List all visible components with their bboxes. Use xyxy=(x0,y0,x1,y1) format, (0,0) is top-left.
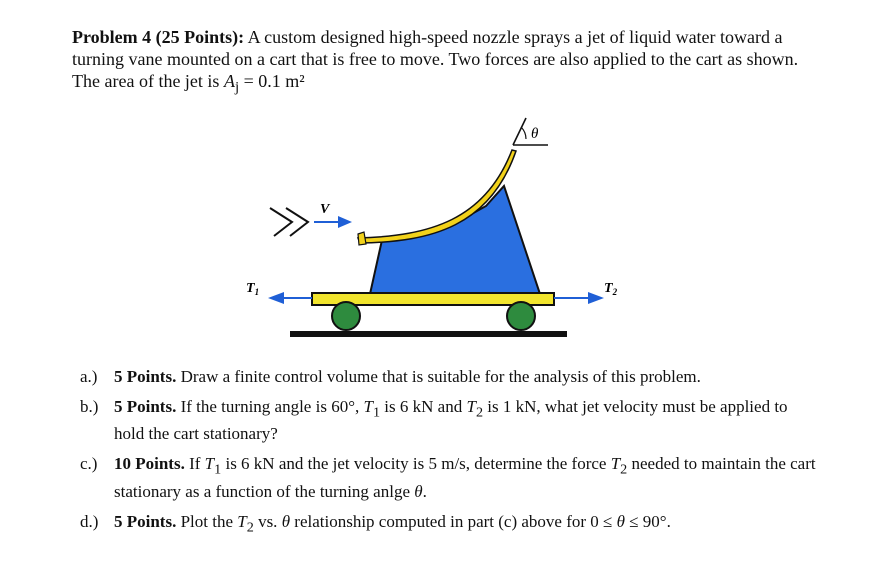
part-b xyxy=(80,396,820,444)
part-text: . xyxy=(422,481,427,501)
area-symbol: A xyxy=(223,71,235,91)
part-text: is 1 kN, what jet velocity must be applied to hold the cart stationary? xyxy=(114,397,788,444)
part-text: needed to maintain the cart stationary as a function of the turning anlge xyxy=(114,454,816,501)
problem-parts xyxy=(80,366,820,547)
part-points: 5 Points. xyxy=(114,511,177,531)
part-body xyxy=(114,366,701,387)
part-points: 10 Points. xyxy=(114,454,185,474)
t2-symbol: T xyxy=(610,454,621,474)
t2-symbol: T xyxy=(466,397,476,416)
part-body xyxy=(114,453,820,501)
t1-label: $T_1$ xyxy=(246,281,260,297)
t2-symbol: T xyxy=(237,511,247,531)
angle-label: θ xyxy=(531,126,539,142)
right-wheel xyxy=(507,302,535,330)
part-points: 5 Points. xyxy=(114,397,177,416)
part-text: Plot the xyxy=(176,511,238,531)
part-points: 5 Points. xyxy=(114,367,177,386)
part-tag: d.) xyxy=(80,511,99,531)
part-text: is 6 kN and the jet velocity is 5 m/s, determine the force xyxy=(221,454,611,474)
t1-arrow-head xyxy=(268,292,284,304)
t2-subscript: 2 xyxy=(246,519,254,536)
part-body xyxy=(114,511,671,538)
part-text: Draw a finite control volume that is suitable for the analysis of this problem. xyxy=(176,367,701,386)
theta-symbol: θ xyxy=(616,511,625,531)
part-c xyxy=(80,453,820,501)
velocity-arrow-head xyxy=(338,216,352,228)
t2-arrow-head xyxy=(588,292,604,304)
part-body xyxy=(114,396,820,444)
part-a xyxy=(80,366,820,387)
t1-subscript: 1 xyxy=(372,404,381,421)
theta-symbol: θ xyxy=(414,481,423,501)
angle-arc xyxy=(521,127,526,139)
t1-symbol: T xyxy=(204,454,215,474)
turning-vane-tip xyxy=(358,232,366,245)
left-wheel xyxy=(332,302,360,330)
part-text: If the turning angle is 60°, xyxy=(176,397,364,416)
statement-text: A custom designed high-speed nozzle sprays a jet of liquid water toward a turning vane mounted on a cart that is free to move. Two forces are also applied to the cart as shown. The area of the jet is xyxy=(72,27,799,91)
theta-symbol: θ xyxy=(281,511,291,531)
area-value: = 0.1 m² xyxy=(239,71,305,91)
t2-subscript: 2 xyxy=(475,404,484,421)
velocity-label: V xyxy=(320,202,330,217)
part-text: relationship computed in part (c) above for 0 ≤ xyxy=(290,511,617,531)
t1-subscript: 1 xyxy=(214,461,222,478)
t2-subscript: 2 xyxy=(620,461,628,478)
part-text: If xyxy=(184,454,205,474)
jet-chevron-1 xyxy=(270,208,292,236)
part-tag: c.) xyxy=(80,454,98,474)
part-text: vs. xyxy=(253,511,282,531)
area-subscript: j xyxy=(234,79,240,96)
part-text: ≤ 90°. xyxy=(624,511,671,531)
part-tag: b.) xyxy=(80,397,99,416)
problem-title: Problem 4 (25 Points): xyxy=(72,27,245,47)
part-text: is 6 kN and xyxy=(380,397,467,416)
jet-chevron-2 xyxy=(286,208,308,236)
part-d xyxy=(80,511,820,538)
part-tag: a.) xyxy=(80,367,98,386)
t2-label: $T_2$ xyxy=(604,281,618,297)
t1-symbol: T xyxy=(363,397,373,416)
